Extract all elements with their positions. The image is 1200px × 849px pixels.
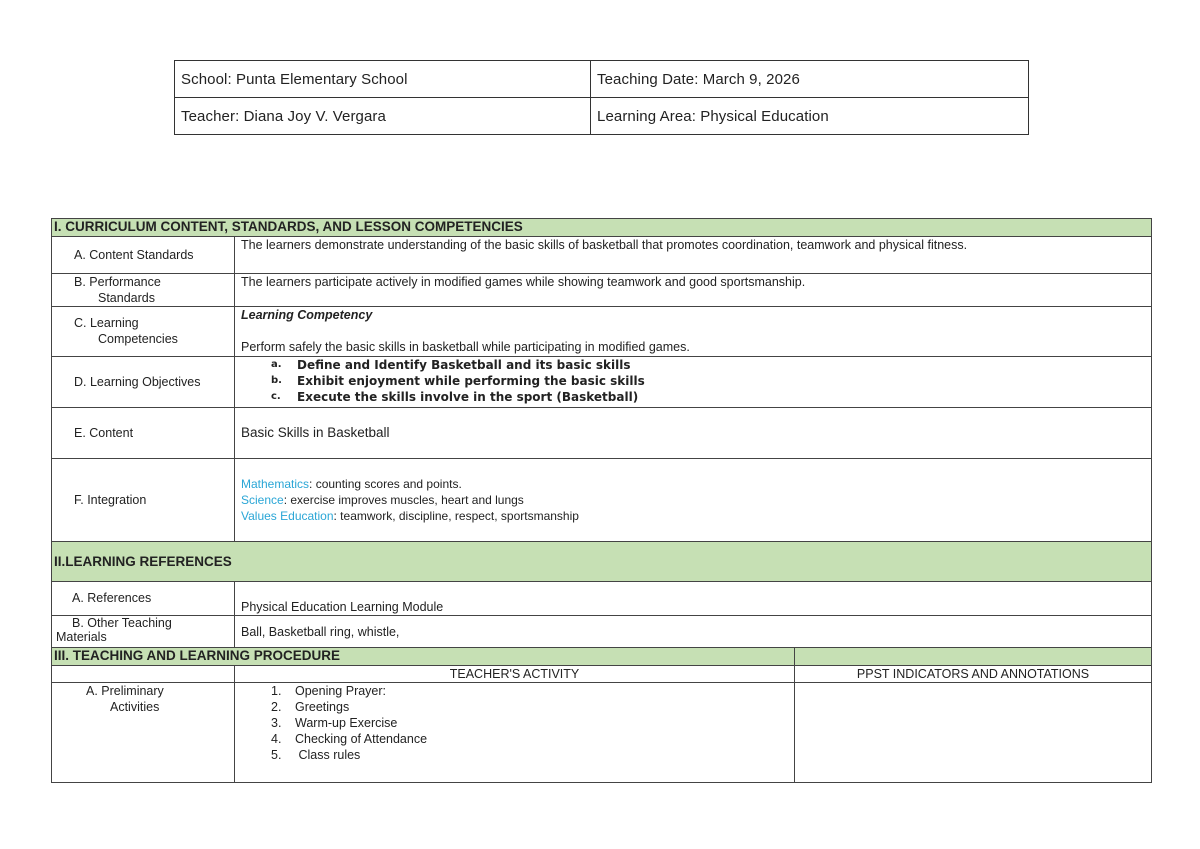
content-standards-text: The learners demonstrate understanding of the basic skills of basketball that promotes coordination, teamwork and physical fitness. [235,237,1152,274]
ppst-annotations-cell [795,683,1152,783]
section-2-header [52,542,1152,582]
performance-label-line-1: B. Performance [74,275,161,289]
learning-objectives-cell [235,357,1152,408]
activities-list [241,683,788,763]
learning-objectives-label: D. Learning Objectives [52,357,235,408]
teacher-cell: Teacher: Diana Joy V. Vergara [175,98,591,135]
learning-objectives-row [52,357,1152,408]
competency-text: Perform safely the basic skills in basketball while participating in modified games. [241,340,690,354]
content-text: Basic Skills in Basketball [235,408,1152,459]
activity-item: 2. Greetings [271,700,350,714]
ppst-indicators-header: PPST INDICATORS AND ANNOTATIONS [795,666,1152,683]
objective-item: c. Execute the skills involve in the sport (Basketball) [271,390,639,404]
activity-item: 1. Opening Prayer: [271,684,387,698]
other-materials-text: Ball, Basketball ring, whistle, [235,616,1152,648]
content-row [52,408,1152,459]
integration-cell [235,459,1152,542]
content-standards-label: A. Content Standards [52,237,235,274]
performance-standards-label [52,274,235,307]
competencies-label-line-1: C. Learning [74,316,139,330]
references-row [52,582,1152,616]
section-1-header [52,219,1152,237]
header-row-2 [175,98,1029,135]
preliminary-activities-cell [235,683,795,783]
performance-standards-text: The learners participate actively in modified games while showing teamwork and good sportsmanship. [235,274,1152,307]
preliminary-label-line-1: A. Preliminary [86,684,164,698]
competencies-label-line-2: Competencies [98,332,178,346]
integration-label: F. Integration [52,459,235,542]
integration-row [52,459,1152,542]
learning-area-cell: Learning Area: Physical Education [591,98,1029,135]
school-info-table [174,60,1029,135]
section-2-title: II.LEARNING REFERENCES [52,542,1152,582]
competency-heading: Learning Competency [241,308,373,322]
content-label: E. Content [52,408,235,459]
other-materials-label [52,616,235,648]
other-label-line-2: Materials [56,630,107,644]
section-1-title: I. CURRICULUM CONTENT, STANDARDS, AND LESSON COMPETENCIES [52,219,1152,237]
objectives-list [241,357,1145,405]
section-3-title: III. TEACHING AND LEARNING PROCEDURE [52,648,795,666]
learning-competencies-cell [235,307,1152,357]
section-3-header-empty [795,648,1152,666]
teaching-date-cell: Teaching Date: March 9, 2026 [591,61,1029,98]
learning-competencies-row [52,307,1152,357]
header-row-1 [175,61,1029,98]
preliminary-activities-label [52,683,235,783]
references-label: A. References [52,582,235,616]
activity-item: 3. Warm-up Exercise [271,716,398,730]
integration-item-math: Mathematics: counting scores and points. [241,477,462,491]
section-3-header [52,648,1152,666]
integration-item-values: Values Education: teamwork, discipline, respect, sportsmanship [241,509,579,523]
references-text: Physical Education Learning Module [235,582,1152,616]
objective-item: b. Exhibit enjoyment while performing the basic skills [271,374,645,388]
preliminary-label-line-2: Activities [110,700,160,714]
school-cell: School: Punta Elementary School [175,61,591,98]
lesson-plan-table [51,218,1152,783]
performance-label-line-2: Standards [98,291,155,305]
teacher-activity-header: TEACHER'S ACTIVITY [235,666,795,683]
procedure-columns-row [52,666,1152,683]
preliminary-activities-row [52,683,1152,783]
integration-item-science: Science: exercise improves muscles, heart and lungs [241,493,524,507]
performance-standards-row [52,274,1152,307]
procedure-corner-cell [52,666,235,683]
objective-item: a. Define and Identify Basketball and its basic skills [271,358,631,372]
learning-competencies-label [52,307,235,357]
activity-item: 4. Checking of Attendance [271,732,428,746]
other-label-line-1: B. Other Teaching [72,616,172,630]
content-standards-row [52,237,1152,274]
other-materials-row [52,616,1152,648]
activity-item: 5. Class rules [271,748,361,762]
